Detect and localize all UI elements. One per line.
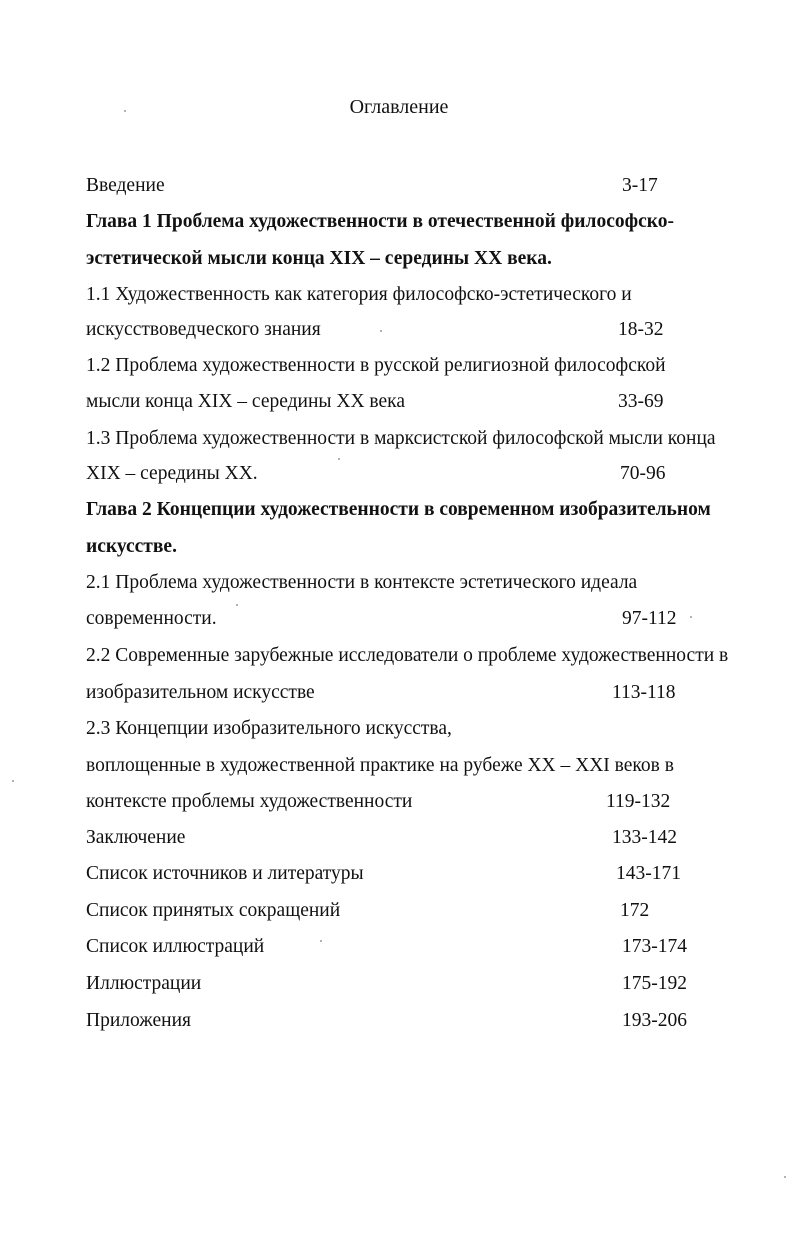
section-1-1-line-2: искусствоведческого знания: [86, 319, 321, 340]
toc-appendices-label: Приложения: [86, 1010, 191, 1031]
toc-conclusion-label: Заключение: [86, 827, 186, 848]
toc-illustrations-label: Иллюстрации: [86, 973, 202, 994]
toc-sources-pages: 143-171: [616, 863, 681, 884]
chapter-1-heading-line-2: эстетической мысли конца XIX – середины XX века.: [86, 248, 552, 269]
page-title: Оглавление: [349, 96, 449, 118]
section-2-1-pages: 97-112: [622, 608, 677, 629]
section-1-1-line-1: 1.1 Художественность как категория философско-эстетического и: [86, 284, 632, 305]
section-2-3-line-1: 2.3 Концепции изобразительного искусства,: [86, 718, 452, 739]
section-2-2-line-2: изобразительном искусстве: [86, 682, 315, 703]
section-1-1-pages: 18-32: [618, 319, 664, 340]
scan-speck: [338, 458, 340, 460]
toc-appendices-pages: 193-206: [622, 1010, 687, 1031]
section-2-3-pages: 119-132: [606, 791, 671, 812]
section-1-2-pages: 33-69: [618, 391, 664, 412]
scan-speck: [236, 604, 238, 606]
toc-illustrations-list-pages: 173-174: [622, 936, 687, 957]
toc-illustrations-pages: 175-192: [622, 973, 687, 994]
section-2-2-line-1: 2.2 Современные зарубежные исследователи о проблеме художественности в: [86, 645, 729, 666]
toc-sources-label: Список источников и литературы: [86, 863, 364, 884]
toc-illustrations-list-label: Список иллюстраций: [86, 936, 265, 957]
section-1-2-line-2: мысли конца XIX – середины XX века: [86, 391, 406, 412]
toc-intro-pages: 3-17: [622, 175, 658, 196]
scan-speck: [124, 110, 126, 112]
toc-abbreviations-label: Список принятых сокращений: [86, 900, 341, 921]
chapter-2-heading-line-1: Глава 2 Концепции художественности в современном изобразительном: [86, 499, 711, 520]
section-1-3-line-1: 1.3 Проблема художественности в марксистской философской мысли конца: [86, 428, 716, 449]
toc-intro-label: Введение: [86, 175, 165, 196]
section-2-1-line-1: 2.1 Проблема художественности в контексте эстетического идеала: [86, 572, 638, 593]
section-1-3-line-2: XIX – середины XX.: [86, 463, 258, 484]
section-1-2-line-1: 1.2 Проблема художественности в русской религиозной философской: [86, 355, 666, 376]
scan-speck: [12, 780, 14, 782]
section-2-1-line-2: современности.: [86, 608, 217, 629]
section-1-3-pages: 70-96: [620, 463, 666, 484]
scan-speck: [690, 616, 692, 618]
toc-abbreviations-pages: 172: [620, 900, 650, 921]
scan-speck: [784, 1176, 786, 1178]
section-2-3-line-2: воплощенные в художественной практике на рубеже XX – XXI веков в: [86, 755, 674, 776]
section-2-3-line-3: контексте проблемы художественности: [86, 791, 413, 812]
toc-conclusion-pages: 133-142: [612, 827, 677, 848]
scan-speck: [380, 330, 382, 332]
section-2-2-pages: 113-118: [612, 682, 676, 703]
scan-speck: [320, 940, 322, 942]
chapter-1-heading-line-1: Глава 1 Проблема художественности в отечественной философско-: [86, 211, 674, 232]
chapter-2-heading-line-2: искусстве.: [86, 536, 177, 557]
